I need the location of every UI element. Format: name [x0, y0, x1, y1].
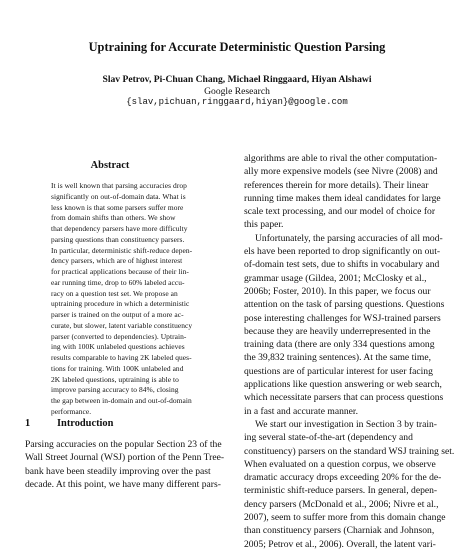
body-text-line: constituency) parsers on the standard WSJ training set.: [244, 445, 455, 457]
body-text-line: questions are of particular interest for user facing: [244, 365, 433, 377]
body-text-line: of-domain test sets, due to shifts in vocabulary and: [244, 259, 440, 271]
introduction-line: decade. At this point, we have many different pars-: [25, 478, 221, 490]
abstract-line: for practical applications because of their lin-: [51, 267, 189, 276]
abstract-line: that dependency parsers have more difficulty: [51, 224, 188, 233]
abstract-line: parsing questions than constituency parsers.: [51, 234, 185, 244]
body-text-line: pose interesting challenges for WSJ-trained parsers: [244, 312, 441, 324]
abstract-line: less known is that some parsers suffer more: [51, 202, 184, 212]
body-text-line: this paper.: [244, 219, 284, 231]
introduction-line: Parsing accuracies on the popular Section 23 of the: [25, 439, 222, 450]
body-text-line: than constituency parsers (Charniak and Johnson,: [244, 525, 435, 537]
body-text-line: because they are heavily underrepresented in the: [244, 325, 431, 337]
paper-title: Uptraining for Accurate Deterministic Question Parsing: [88, 40, 386, 54]
abstract-line: curate, but slower, latent variable constituency: [51, 320, 193, 330]
abstract-line: uptraining procedure in which a deterministic: [51, 299, 190, 309]
body-text-line: attention on the task of parsing questions. Questions: [244, 299, 445, 311]
section-title: Introduction: [57, 418, 114, 429]
affiliation: Google Research: [204, 86, 270, 97]
body-text-line: els have been reported to drop significantly on out-: [244, 246, 441, 258]
abstract-line: ear running time, drop to 60% labeled accu-: [51, 277, 185, 287]
body-text-line: running time makes them ideal candidates for large: [244, 192, 441, 204]
section-number: 1: [25, 418, 31, 429]
abstract-body: [51, 181, 201, 418]
body-text-line: ally more expensive models (see Nivre (2008) and: [244, 166, 438, 178]
abstract-line: 2K labeled questions, uptraining is able to: [51, 374, 179, 384]
body-text-line: When evaluated on a question corpus, we observe: [244, 458, 436, 470]
abstract-line: In particular, deterministic shift-reduce depen-: [51, 245, 193, 255]
introduction-body: [25, 438, 230, 491]
author-emails: {slav,pichuan,ringgaard,hiyan}@google.com: [126, 97, 348, 107]
body-text-line: which necessitate parsers that can process questions: [244, 392, 444, 404]
body-text-line: applications like question answering or web search,: [244, 379, 442, 391]
abstract-line: ing with 100K unlabeled questions achieves: [51, 342, 185, 352]
body-text-line: 2007), seem to suffer more from this domain change: [244, 512, 446, 524]
body-text-line: terministic shift-reduce parsers. In general, depen-: [244, 485, 438, 497]
body-text-line: scale text processing, and our model of choice for: [244, 206, 436, 218]
body-text-line: 2005; Petrov et al., 2006). Overall, the latent vari-: [244, 538, 436, 550]
abstract-line: parser is trained on the output of a more ac-: [51, 310, 184, 319]
body-text-line: the 39,832 training sentences). At the same time,: [244, 352, 432, 364]
body-text-line: ing several state-of-the-art (dependency and: [244, 432, 413, 444]
abstract-line: tions for training. With 100K unlabeled and: [51, 363, 184, 373]
abstract-line: dency parsers, which are of highest interest: [51, 256, 183, 266]
right-column: [244, 152, 456, 551]
body-text-line: grammar usage (Gildea, 2001; McClosky et al.,: [244, 272, 427, 284]
abstract-line: significantly on out-of-domain data. What is: [51, 191, 186, 201]
abstract-line: It is well known that parsing accuracies drop: [51, 181, 187, 190]
body-text-line: algorithms are able to rival the other computation-: [244, 153, 438, 164]
abstract-line: parser (converted to dependencies). Uptrain-: [51, 331, 187, 341]
introduction-line: Wall Street Journal (WSJ) portion of the Penn Tree-: [25, 452, 225, 464]
abstract-line: racy on a question test set. We propose an: [51, 288, 178, 298]
abstract-line: improve parsing accuracy to 84%, closing: [51, 385, 179, 395]
author-list: Slav Petrov, Pi-Chuan Chang, Michael Ringgaard, Hiyan Alshawi: [102, 74, 372, 85]
abstract-line: from domain shifts than others. We show: [51, 213, 176, 223]
section-heading: [25, 418, 113, 430]
introduction-line: bank have been steadily improving over the past: [25, 465, 211, 477]
body-text-line: Unfortunately, the parsing accuracies of all mod-: [255, 232, 443, 244]
abstract-line: results comparable to having 2K labeled ques-: [51, 353, 192, 362]
abstract-line: performance.: [51, 406, 92, 416]
body-text-line: dency parsers (McDonald et al., 2006; Nivre et al.,: [244, 498, 439, 510]
body-text-line: dramatic accuracy drops exceeding 20% for the de-: [244, 472, 442, 484]
body-text-line: training data (there are only 334 questions among: [244, 339, 435, 351]
body-text-line: We start our investigation in Section 3 by train-: [255, 418, 438, 430]
body-text-line: in a fast and accurate manner.: [244, 405, 359, 417]
abstract-heading: Abstract: [90, 160, 130, 171]
abstract-line: the gap between in-domain and out-of-domain: [51, 396, 192, 405]
body-text-line: references therein for more details). Their linear: [244, 179, 429, 191]
body-text-line: 2006b; Foster, 2010). In this paper, we focus our: [244, 285, 431, 297]
